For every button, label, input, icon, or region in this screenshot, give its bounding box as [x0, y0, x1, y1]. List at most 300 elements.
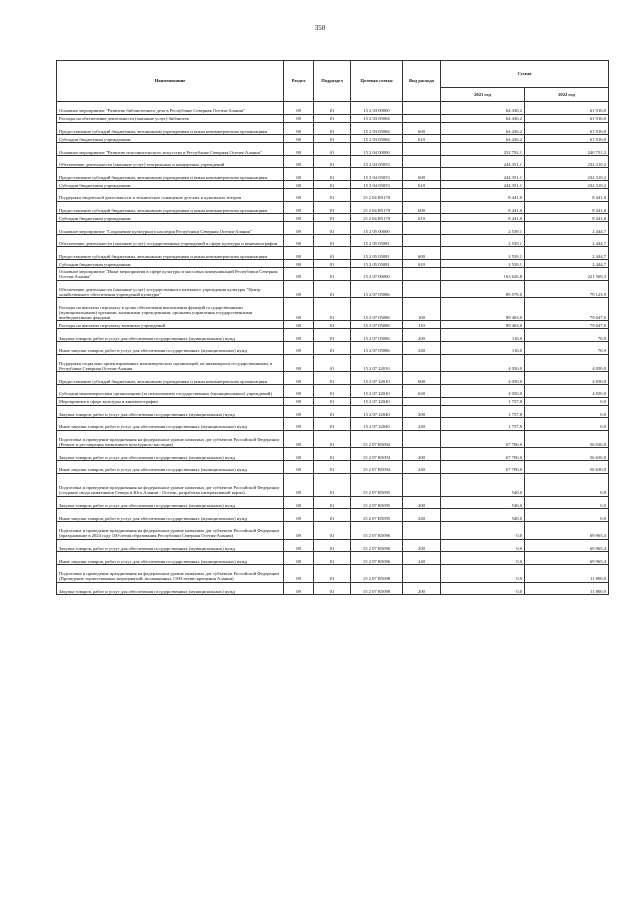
table-row [57, 473, 609, 496]
row-target: 15 2 04 00000 [351, 143, 403, 156]
row-sum-2022: 61 916,0 [525, 135, 609, 143]
row-sum-2022: 232 310,2 [525, 180, 609, 188]
row-sum-2021: 540,0 [441, 473, 525, 496]
row-sum-2021: 64 436,2 [441, 102, 525, 115]
row-target: 15 2 04 R5170 [351, 214, 403, 222]
row-subsection: 01 [314, 552, 351, 565]
table-row [57, 222, 609, 235]
row-section: 08 [284, 321, 314, 329]
row-target: 15 2 07 00000 [351, 267, 403, 280]
row-sum-2021: 89 579,0 [441, 280, 525, 298]
table-row [57, 405, 609, 418]
row-subsection: 01 [314, 329, 351, 342]
row-subsection: 01 [314, 448, 351, 461]
row-sum-2021: 540,0 [441, 509, 525, 522]
row-section: 08 [284, 509, 314, 522]
row-sum-2021: 244 351,1 [441, 155, 525, 168]
row-sum-2022: 4 050,0 [525, 384, 609, 397]
header-name: Наименование [57, 61, 284, 102]
row-section: 08 [284, 341, 314, 354]
table-row [57, 201, 609, 214]
table-row [57, 267, 609, 280]
row-subsection: 01 [314, 509, 351, 522]
table-row [57, 539, 609, 552]
row-subsection: 01 [314, 214, 351, 222]
row-target: 15 2 07 05086 [351, 280, 403, 298]
row-target: 15 2 07 22040 [351, 405, 403, 418]
row-target: 15 2 07 R5096 [351, 552, 403, 565]
row-sum-2021: 4 050,0 [441, 384, 525, 397]
table-body [57, 102, 609, 595]
row-target: 15 2 07 R5095 [351, 473, 403, 496]
row-name: Подготовка и проведение празднования на федеральном уровне памятных дат субъектов Российской Федерации (празднование в 2024 году 100-летия образования Республики Северная Осетия-Алания) [57, 521, 284, 539]
row-sum-2022: 76,9 [525, 341, 609, 354]
row-expense-type: 200 [403, 329, 441, 342]
row-sum-2021: 116,0 [441, 329, 525, 342]
row-expense-type: 110 [403, 321, 441, 329]
table-row [57, 135, 609, 143]
row-target: 15 2 07 R5094 [351, 461, 403, 474]
row-expense-type [403, 473, 441, 496]
row-subsection: 01 [314, 418, 351, 431]
row-sum-2022: 2 444,7 [525, 247, 609, 260]
row-section: 08 [284, 135, 314, 143]
row-target: 15 2 04 R5170 [351, 201, 403, 214]
row-sum-2021: 163 626,8 [441, 267, 525, 280]
row-expense-type: 200 [403, 405, 441, 418]
row-expense-type: 600 [403, 372, 441, 385]
row-section: 08 [284, 461, 314, 474]
table-row [57, 418, 609, 431]
row-sum-2022: 79 047,0 [525, 321, 609, 329]
row-subsection: 01 [314, 298, 351, 321]
row-subsection: 01 [314, 461, 351, 474]
table-row [57, 188, 609, 201]
row-target: 15 2 07 R5096 [351, 539, 403, 552]
row-sum-2021: 4 050,0 [441, 372, 525, 385]
table-row [57, 582, 609, 595]
row-section: 08 [284, 496, 314, 509]
header-sum: Сумма [441, 61, 609, 88]
row-sum-2022: 8 441,0 [525, 201, 609, 214]
row-sum-2021: 67 700,0 [441, 461, 525, 474]
row-sum-2022: 232 310,2 [525, 155, 609, 168]
row-section: 08 [284, 180, 314, 188]
row-sum-2021: 540,0 [441, 496, 525, 509]
row-subsection: 01 [314, 234, 351, 247]
row-sum-2022: 8 441,0 [525, 214, 609, 222]
row-expense-type [403, 188, 441, 201]
row-name: Иные закупки товаров, работ и услуг для обеспечения государственных (муниципальных) нужд [57, 418, 284, 431]
table-row [57, 521, 609, 539]
table-row [57, 280, 609, 298]
row-target: 15 2 04 05053 [351, 180, 403, 188]
row-name: Закупка товаров, работ и услуг для обеспечения государственных (муниципальных) нужд [57, 582, 284, 595]
header-target: Целевая статья [351, 61, 403, 102]
row-target: 15 2 05 05081 [351, 247, 403, 260]
row-sum-2022: 0,0 [525, 509, 609, 522]
row-name: Закупка товаров, работ и услуг для обеспечения государственных (муниципальных) нужд [57, 539, 284, 552]
row-target: 15 2 05 05081 [351, 234, 403, 247]
row-expense-type: 610 [403, 135, 441, 143]
row-sum-2021: 64 436,2 [441, 135, 525, 143]
row-section: 08 [284, 122, 314, 135]
row-target: 15 2 07 R5095 [351, 509, 403, 522]
header-section: Раздел [284, 61, 314, 102]
table-row [57, 448, 609, 461]
row-sum-2022: 79 047,0 [525, 298, 609, 321]
row-subsection: 01 [314, 582, 351, 595]
row-sum-2022: 56 630,0 [525, 448, 609, 461]
table-row [57, 155, 609, 168]
table-row [57, 564, 609, 582]
row-sum-2022: 0,0 [525, 473, 609, 496]
row-sum-2022: 69 965,4 [525, 521, 609, 539]
table-row [57, 122, 609, 135]
row-section: 08 [284, 143, 314, 156]
row-name: Подготовка и проведение празднования на федеральном уровне памятных дат субъектов Российской Федерации (Проведение торжественных мероприятий, посвященных 1100-летию крещения Алании) [57, 564, 284, 582]
row-sum-2021: 2 539,1 [441, 259, 525, 267]
table-row [57, 461, 609, 474]
row-sum-2021: 64 436,2 [441, 114, 525, 122]
row-sum-2022: 4 050,0 [525, 372, 609, 385]
row-sum-2021: 0,0 [441, 564, 525, 582]
row-target: 15 2 07 05086 [351, 298, 403, 321]
row-name: Субсидии некоммерческим организациям (за исключением государственных (муниципальных) учреждений) [57, 384, 284, 397]
header-2021: 2021 год [441, 88, 525, 102]
table-row [57, 298, 609, 321]
row-expense-type: 610 [403, 259, 441, 267]
row-sum-2022: 61 916,0 [525, 122, 609, 135]
row-expense-type: 610 [403, 214, 441, 222]
row-target: 15 2 07 R5094 [351, 448, 403, 461]
row-name: Мероприятия в сфере культуры и кинематографии [57, 397, 284, 405]
row-subsection: 01 [314, 102, 351, 115]
row-name: Субсидии бюджетным учреждениям [57, 180, 284, 188]
row-sum-2022: 11 800,0 [525, 564, 609, 582]
row-target: 15 2 07 22040 [351, 418, 403, 431]
row-target: 15 2 03 05084 [351, 114, 403, 122]
row-section: 08 [284, 298, 314, 321]
row-subsection: 01 [314, 321, 351, 329]
row-target: 15 2 07 05086 [351, 341, 403, 354]
page-number: 350 [314, 24, 326, 32]
row-name: Основное мероприятие "Развитие библиотечного дела в Республике Северная Осетия-Алания" [57, 102, 284, 115]
row-section: 08 [284, 539, 314, 552]
header-expense-type: Вид расхода [403, 61, 441, 102]
row-sum-2021: 0,0 [441, 521, 525, 539]
table-row [57, 321, 609, 329]
row-subsection: 01 [314, 143, 351, 156]
row-name: Субсидии бюджетным учреждениям [57, 135, 284, 143]
row-name: Иные закупки товаров, работ и услуг для обеспечения государственных (муниципальных) нужд [57, 509, 284, 522]
row-sum-2022: 8 441,0 [525, 188, 609, 201]
row-name: Основное мероприятие "Сохранение культурного наследия Республики Северная Осетия-Алания" [57, 222, 284, 235]
row-expense-type: 630 [403, 384, 441, 397]
row-subsection: 01 [314, 114, 351, 122]
row-expense-type: 240 [403, 552, 441, 565]
row-name: Закупка товаров, работ и услуг для обеспечения государственных (муниципальных) нужд [57, 405, 284, 418]
row-sum-2022: 76,9 [525, 329, 609, 342]
row-expense-type [403, 564, 441, 582]
row-sum-2021: 1 757,8 [441, 405, 525, 418]
row-expense-type: 200 [403, 496, 441, 509]
row-sum-2021: 8 441,0 [441, 188, 525, 201]
table-row [57, 354, 609, 372]
row-subsection: 01 [314, 354, 351, 372]
table-row [57, 102, 609, 115]
row-section: 08 [284, 582, 314, 595]
row-name: Обеспечение деятельности (оказание услуг) государственного казенного учреждения культуры "Центр хозяйственного обеспечения учреждений культуры" [57, 280, 284, 298]
row-expense-type [403, 222, 441, 235]
row-name: Субсидии бюджетным учреждениям [57, 214, 284, 222]
row-section: 08 [284, 201, 314, 214]
row-name: Обеспечение деятельности (оказание услуг) государственных учреждений в сфере культуры и кинематографии [57, 234, 284, 247]
row-sum-2021: 2 539,1 [441, 234, 525, 247]
row-target: 15 2 07 R5098 [351, 564, 403, 582]
row-expense-type: 100 [403, 298, 441, 321]
row-sum-2021: 64 436,2 [441, 122, 525, 135]
table-row [57, 496, 609, 509]
row-expense-type: 610 [403, 180, 441, 188]
row-name: Закупка товаров, работ и услуг для обеспечения государственных (муниципальных) нужд [57, 448, 284, 461]
row-expense-type: 600 [403, 168, 441, 181]
header-2022: 2022 год [525, 88, 609, 102]
table-row [57, 384, 609, 397]
row-sum-2021: 8 441,0 [441, 214, 525, 222]
row-section: 08 [284, 372, 314, 385]
row-section: 08 [284, 397, 314, 405]
row-sum-2022: 56 630,0 [525, 461, 609, 474]
row-sum-2022: 11 800,0 [525, 582, 609, 595]
row-expense-type [403, 430, 441, 448]
row-subsection: 01 [314, 564, 351, 582]
budget-table [56, 60, 609, 595]
row-sum-2021: 0,0 [441, 539, 525, 552]
row-expense-type: 200 [403, 539, 441, 552]
row-expense-type: 200 [403, 448, 441, 461]
row-name: Расходы на выплаты персоналу в целях обеспечения выполнения функций государственными (муниципальными) органами, казенными учреждениями, органами управления государственными внебюджетными фондами [57, 298, 284, 321]
row-section: 08 [284, 354, 314, 372]
row-subsection: 01 [314, 135, 351, 143]
table-row [57, 552, 609, 565]
row-section: 08 [284, 259, 314, 267]
row-subsection: 01 [314, 496, 351, 509]
row-expense-type: 600 [403, 201, 441, 214]
row-expense-type [403, 155, 441, 168]
row-name: Основное мероприятие "Иные мероприятия в сфере культуры и массовых коммуникаций Республики Северная Осетия-Алания" [57, 267, 284, 280]
row-expense-type: 240 [403, 418, 441, 431]
row-sum-2022: 232 310,2 [525, 168, 609, 181]
table-row [57, 329, 609, 342]
row-target: 15 2 04 05053 [351, 155, 403, 168]
row-name: Закупка товаров, работ и услуг для обеспечения государственных (муниципальных) нужд [57, 496, 284, 509]
row-section: 08 [284, 521, 314, 539]
row-sum-2022: 240 751,2 [525, 143, 609, 156]
row-sum-2022: 69 965,4 [525, 539, 609, 552]
row-section: 08 [284, 155, 314, 168]
row-subsection: 01 [314, 201, 351, 214]
row-section: 08 [284, 329, 314, 342]
row-subsection: 01 [314, 122, 351, 135]
row-expense-type: 240 [403, 509, 441, 522]
row-name: Иные закупки товаров, работ и услуг для обеспечения государственных (муниципальных) нужд [57, 461, 284, 474]
row-expense-type [403, 280, 441, 298]
row-sum-2022: 4 050,0 [525, 354, 609, 372]
row-section: 08 [284, 188, 314, 201]
row-section: 08 [284, 418, 314, 431]
row-sum-2021: 252 792,1 [441, 143, 525, 156]
row-subsection: 01 [314, 168, 351, 181]
row-target: 15 2 04 05053 [351, 168, 403, 181]
table-row [57, 509, 609, 522]
row-expense-type [403, 267, 441, 280]
row-subsection: 01 [314, 397, 351, 405]
row-name: Предоставление субсидий бюджетным, автономным учреждениям и иным некоммерческим организациям [57, 201, 284, 214]
row-section: 08 [284, 114, 314, 122]
row-subsection: 01 [314, 384, 351, 397]
row-sum-2022: 61 916,0 [525, 102, 609, 115]
row-name: Предоставление субсидий бюджетным, автономным учреждениям и иным некоммерческим организациям [57, 168, 284, 181]
row-expense-type [403, 102, 441, 115]
table-row [57, 372, 609, 385]
row-name: Предоставление субсидий бюджетным, автономным учреждениям и иным некоммерческим организациям [57, 247, 284, 260]
row-target: 15 2 07 22010 [351, 354, 403, 372]
row-target: 15 2 07 R5095 [351, 496, 403, 509]
row-section: 08 [284, 247, 314, 260]
row-target: 15 2 03 00000 [351, 102, 403, 115]
row-name: Закупка товаров, работ и услуг для обеспечения государственных (муниципальных) нужд [57, 329, 284, 342]
row-name: Расходы на обеспечение деятельности (оказание услуг) библиотек [57, 114, 284, 122]
row-target: 15 2 07 05086 [351, 321, 403, 329]
row-section: 08 [284, 405, 314, 418]
row-target: 15 2 07 R5098 [351, 582, 403, 595]
table-row [57, 259, 609, 267]
row-target: 15 2 03 05084 [351, 135, 403, 143]
row-target: 15 2 03 05084 [351, 122, 403, 135]
row-sum-2021: 67 700,0 [441, 430, 525, 448]
row-expense-type [403, 114, 441, 122]
row-sum-2021: 244 351,1 [441, 168, 525, 181]
row-sum-2021: 2 539,1 [441, 222, 525, 235]
row-section: 08 [284, 564, 314, 582]
row-sum-2022: 79 123,9 [525, 280, 609, 298]
row-sum-2021: 0,0 [441, 552, 525, 565]
row-sum-2022: 221 569,3 [525, 267, 609, 280]
row-subsection: 01 [314, 473, 351, 496]
row-sum-2021: 244 351,1 [441, 180, 525, 188]
row-section: 08 [284, 214, 314, 222]
row-target: 15 2 07 22040 [351, 397, 403, 405]
row-name: Субсидии бюджетным учреждениям [57, 259, 284, 267]
table-row [57, 143, 609, 156]
table-row [57, 430, 609, 448]
row-sum-2021: 116,0 [441, 341, 525, 354]
row-subsection: 01 [314, 180, 351, 188]
row-sum-2022: 56 630,0 [525, 430, 609, 448]
row-subsection: 01 [314, 372, 351, 385]
row-target: 15 2 05 00000 [351, 222, 403, 235]
row-target: 15 2 05 05081 [351, 259, 403, 267]
row-target: 15 2 07 05086 [351, 329, 403, 342]
row-sum-2022: 2 444,7 [525, 222, 609, 235]
row-section: 08 [284, 280, 314, 298]
row-subsection: 01 [314, 405, 351, 418]
row-target: 15 2 04 R5170 [351, 188, 403, 201]
row-sum-2021: 1 757,8 [441, 418, 525, 431]
table-row [57, 180, 609, 188]
row-section: 08 [284, 430, 314, 448]
row-section: 08 [284, 552, 314, 565]
table-row [57, 214, 609, 222]
table-row [57, 247, 609, 260]
row-expense-type: 600 [403, 247, 441, 260]
row-sum-2022: 0,0 [525, 496, 609, 509]
row-section: 08 [284, 102, 314, 115]
row-subsection: 01 [314, 222, 351, 235]
row-section: 08 [284, 234, 314, 247]
row-target: 15 2 07 R5094 [351, 430, 403, 448]
row-subsection: 01 [314, 247, 351, 260]
row-sum-2022: 0,0 [525, 418, 609, 431]
row-subsection: 01 [314, 521, 351, 539]
row-expense-type: 240 [403, 341, 441, 354]
row-expense-type [403, 234, 441, 247]
row-section: 08 [284, 222, 314, 235]
row-sum-2022: 2 444,7 [525, 259, 609, 267]
row-sum-2021: 89 463,0 [441, 298, 525, 321]
header-subsection: Подраздел [314, 61, 351, 102]
row-name: Обеспечение деятельности (оказание услуг) театральных и концертных учреждений [57, 155, 284, 168]
row-sum-2021: 0,0 [441, 582, 525, 595]
row-section: 08 [284, 473, 314, 496]
row-subsection: 01 [314, 188, 351, 201]
row-section: 08 [284, 267, 314, 280]
row-subsection: 01 [314, 430, 351, 448]
row-expense-type [403, 143, 441, 156]
row-sum-2022: 2 444,7 [525, 234, 609, 247]
row-section: 08 [284, 448, 314, 461]
row-section: 08 [284, 168, 314, 181]
row-name: Расходы на выплаты персоналу казенных учреждений [57, 321, 284, 329]
row-subsection: 01 [314, 267, 351, 280]
row-subsection: 01 [314, 280, 351, 298]
row-subsection: 01 [314, 259, 351, 267]
row-sum-2021: 89 463,0 [441, 321, 525, 329]
row-expense-type: 600 [403, 122, 441, 135]
row-name: Поддержка творческой деятельности и техническое оснащение детских и кукольных театров [57, 188, 284, 201]
row-name: Основное мероприятие "Развитие исполнительского искусства в Республике Северная Осетия-Алания" [57, 143, 284, 156]
row-name: Подготовка и проведение празднования на федеральном уровне памятных дат субъектов Российской Федерации (создание свода памятников Севера и Юга Алании - Осетии, разработка интерактивной карты) [57, 473, 284, 496]
table-row [57, 341, 609, 354]
row-sum-2022: 69 965,4 [525, 552, 609, 565]
row-name: Предоставление субсидий бюджетным, автономным учреждениям и иным некоммерческим организациям [57, 372, 284, 385]
table-row [57, 168, 609, 181]
row-subsection: 01 [314, 155, 351, 168]
row-name: Иные закупки товаров, работ и услуг для обеспечения государственных (муниципальных) нужд [57, 341, 284, 354]
row-sum-2021: 1 757,8 [441, 397, 525, 405]
row-target: 15 2 07 R5096 [351, 521, 403, 539]
row-target: 15 2 07 22010 [351, 372, 403, 385]
row-sum-2022: 0,0 [525, 405, 609, 418]
row-target: 15 2 07 22010 [351, 384, 403, 397]
table-row [57, 397, 609, 405]
row-name: Подготовка и проведение празднования на федеральном уровне памятных дат субъектов Российской Федерации (Ремонт и реставрация памятников культурного наследия) [57, 430, 284, 448]
row-name: Предоставление субсидий бюджетным, автономным учреждениям и иным некоммерческим организациям [57, 122, 284, 135]
row-expense-type [403, 354, 441, 372]
row-subsection: 01 [314, 341, 351, 354]
row-expense-type [403, 397, 441, 405]
